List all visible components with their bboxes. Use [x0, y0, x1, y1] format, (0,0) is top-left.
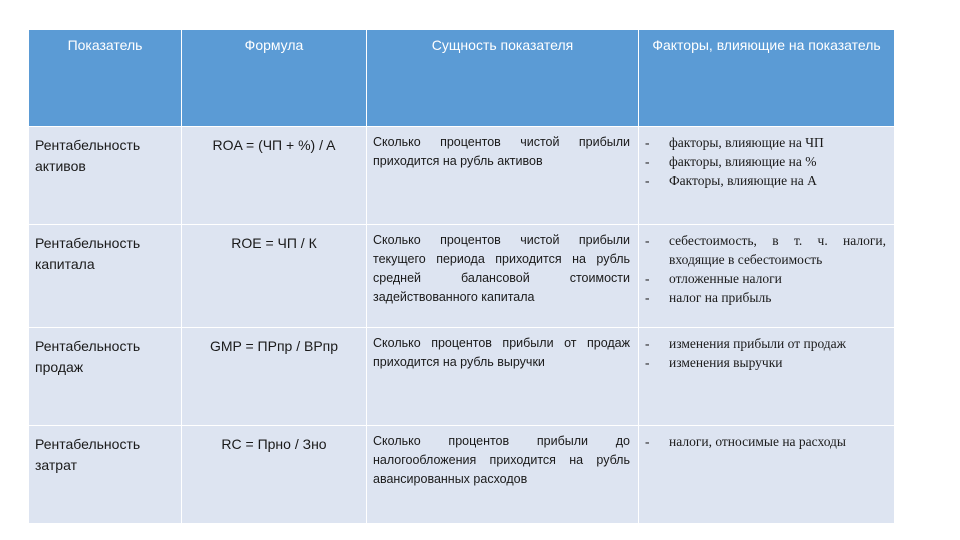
- factors-cell: [639, 127, 895, 225]
- header-essence: [367, 30, 639, 127]
- factor-text: факторы, влияющие на ЧП: [669, 135, 824, 150]
- header-essence-text: Сущность показателя: [431, 37, 574, 53]
- table-row: [29, 225, 895, 328]
- table-row: [29, 426, 895, 524]
- factor-text: отложенные налоги: [669, 271, 782, 286]
- factor-item: [645, 288, 886, 307]
- header-factors-text: Факторы, влияющие на показатель: [652, 37, 881, 53]
- formula-cell: [182, 127, 367, 225]
- factor-item: [645, 231, 886, 269]
- factor-item: [645, 334, 886, 353]
- factor-text: себестоимость, в т. ч. налоги, входящие в себестоимость: [669, 233, 886, 267]
- indicator-name: Рентабельность капитала: [35, 235, 141, 272]
- header-indicator: [29, 30, 182, 127]
- factor-item: [645, 171, 886, 190]
- indicator-cell: [29, 328, 182, 426]
- factor-item: [645, 432, 886, 451]
- header-formula-text: Формула: [244, 37, 304, 53]
- essence-cell: [367, 426, 639, 524]
- essence-text: Сколько процентов прибыли от продаж приходится на рубль выручки: [373, 336, 630, 369]
- factor-text: факторы, влияющие на %: [669, 154, 817, 169]
- header-row: [29, 30, 895, 127]
- header-indicator-text: Показатель: [67, 37, 143, 53]
- factor-text: изменения прибыли от продаж: [669, 336, 846, 351]
- factors-cell: [639, 328, 895, 426]
- factor-item: [645, 152, 886, 171]
- indicator-name: Рентабельность активов: [35, 137, 141, 174]
- formula-text: RC = Прно / Зно: [221, 436, 327, 452]
- factor-text: налог на прибыль: [669, 290, 772, 305]
- dash-bullet: -: [645, 355, 650, 370]
- essence-text: Сколько процентов чистой прибыли текущего периода приходится на рубль средней балансовой стоимости задействованного капитала: [373, 233, 630, 304]
- essence-cell: [367, 127, 639, 225]
- table-body: [29, 127, 895, 524]
- dash-bullet: -: [645, 173, 650, 188]
- profitability-table: [28, 29, 895, 524]
- indicator-name: Рентабельность затрат: [35, 436, 141, 473]
- formula-text: ROE = ЧП / К: [231, 235, 317, 251]
- essence-text: Сколько процентов прибыли до налогообложения приходится на рубль авансированных расходов: [373, 434, 630, 486]
- table-header: [29, 30, 895, 127]
- factor-item: [645, 353, 886, 372]
- factors-list: [639, 225, 894, 307]
- factors-list: [639, 127, 894, 190]
- factor-item: [645, 269, 886, 288]
- factors-list: [639, 328, 894, 372]
- factor-text: налоги, относимые на расходы: [669, 434, 846, 449]
- dash-bullet: -: [645, 290, 650, 305]
- dash-bullet: -: [645, 434, 650, 449]
- indicator-cell: [29, 127, 182, 225]
- essence-text: Сколько процентов чистой прибыли приходится на рубль активов: [373, 135, 630, 168]
- factor-text: изменения выручки: [669, 355, 783, 370]
- factor-item: [645, 133, 886, 152]
- formula-cell: [182, 225, 367, 328]
- formula-cell: [182, 426, 367, 524]
- header-factors: [639, 30, 895, 127]
- dash-bullet: -: [645, 271, 650, 286]
- dash-bullet: -: [645, 233, 650, 248]
- formula-cell: [182, 328, 367, 426]
- indicator-cell: [29, 225, 182, 328]
- factors-cell: [639, 426, 895, 524]
- factors-cell: [639, 225, 895, 328]
- essence-cell: [367, 328, 639, 426]
- essence-cell: [367, 225, 639, 328]
- factors-list: [639, 426, 894, 451]
- header-formula: [182, 30, 367, 127]
- factor-text: Факторы, влияющие на А: [669, 173, 817, 188]
- indicator-name: Рентабельность продаж: [35, 338, 141, 375]
- indicator-cell: [29, 426, 182, 524]
- formula-text: GMP = ПРпр / ВРпр: [209, 338, 339, 354]
- dash-bullet: -: [645, 135, 650, 150]
- table-row: [29, 127, 895, 225]
- dash-bullet: -: [645, 154, 650, 169]
- table-row: [29, 328, 895, 426]
- dash-bullet: -: [645, 336, 650, 351]
- formula-text: ROA = (ЧП + %) / A: [212, 137, 336, 153]
